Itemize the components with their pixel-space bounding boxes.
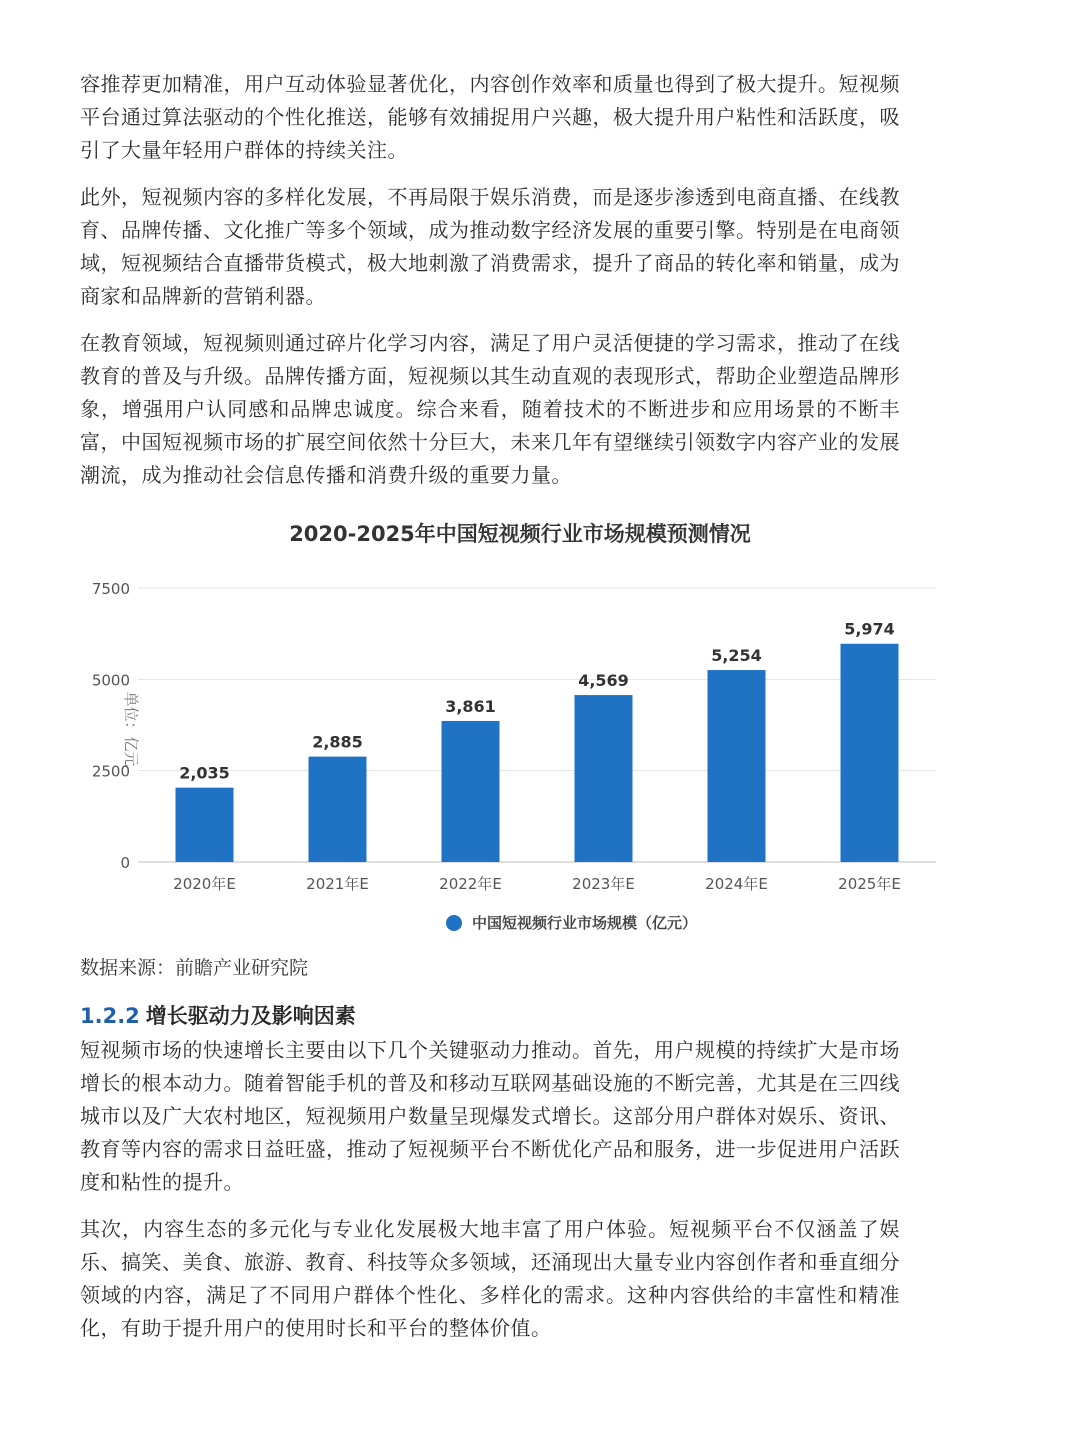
y-tick-label: 0 <box>120 854 130 872</box>
y-axis-label: 单位：亿元 <box>122 691 140 767</box>
legend-label: 中国短视频行业市场规模（亿元） <box>472 914 698 932</box>
y-tick-label: 5000 <box>91 671 130 690</box>
chart-title: 2020-2025年中国短视频行业市场规模预测情况 <box>289 522 751 546</box>
section-number: 1.2.2 <box>80 1004 140 1028</box>
paragraph: 其次，内容生态的多元化与专业化发展极大地丰富了用户体验。短视频平台不仅涵盖了娱乐、搞笑、美食、旅游、教育、科技等众多领域，还涌现出大量专业内容创作者和垂直细分领域的内容，满足了不同用户群体个性化、多样化的需求。这种内容供给的丰富性和精准化，有助于提升用户的使用时长和平台的整体价值。 <box>80 1217 900 1340</box>
x-tick-label: 2025年E <box>838 875 901 893</box>
bar-chart <box>20 508 1020 948</box>
bar <box>575 695 633 862</box>
data-label: 5,974 <box>844 619 895 639</box>
x-tick-label: 2022年E <box>439 875 502 893</box>
bar <box>442 721 500 862</box>
bar <box>176 788 234 862</box>
bar <box>708 670 766 862</box>
paragraph: 此外，短视频内容的多样化发展，不再局限于娱乐消费，而是逐步渗透到电商直播、在线教育、品牌传播、文化推广等多个领域，成为推动数字经济发展的重要引擎。特别是在电商领域，短视频结合直播带货模式，极大地刺激了消费需求，提升了商品的转化率和销量，成为商家和品牌新的营销利器。 <box>80 185 900 308</box>
x-tick-label: 2024年E <box>705 875 768 893</box>
bar <box>309 757 367 862</box>
y-tick-label: 2500 <box>91 762 130 781</box>
paragraph: 短视频市场的快速增长主要由以下几个关键驱动力推动。首先，用户规模的持续扩大是市场增长的根本动力。随着智能手机的普及和移动互联网基础设施的不断完善，尤其是在三四线城市以及广大农村地区，短视频用户数量呈现爆发式增长。这部分用户群体对娱乐、资讯、教育等内容的需求日益旺盛，推动了短视频平台不断优化产品和服务，进一步促进用户活跃度和粘性的提升。 <box>80 1038 900 1194</box>
bar <box>841 644 899 862</box>
chart-svg <box>20 508 1020 948</box>
paragraph: 容推荐更加精准，用户互动体验显著优化，内容创作效率和质量也得到了极大提升。短视频平台通过算法驱动的个性化推送，能够有效捕捉用户兴趣，极大提升用户粘性和活跃度，吸引了大量年轻用户群体的持续关注。 <box>80 72 900 162</box>
x-tick-label: 2020年E <box>173 875 236 893</box>
data-label: 2,885 <box>312 732 363 752</box>
data-label: 4,569 <box>578 671 629 691</box>
y-tick-label: 7500 <box>91 580 130 598</box>
x-tick-label: 2023年E <box>572 875 635 893</box>
x-tick-label: 2021年E <box>306 875 369 893</box>
data-source: 数据来源：前瞻产业研究院 <box>80 957 309 979</box>
data-label: 5,254 <box>711 646 762 666</box>
data-label: 2,035 <box>179 763 230 783</box>
document-page <box>80 68 900 1359</box>
data-label: 3,861 <box>445 696 496 716</box>
paragraph: 在教育领域，短视频则通过碎片化学习内容，满足了用户灵活便捷的学习需求，推动了在线教育的普及与升级。品牌传播方面，短视频以其生动直观的表现形式，帮助企业塑造品牌形象，增强用户认同感和品牌忠诚度。综合来看，随着技术的不断进步和应用场景的不断丰富，中国短视频市场的扩展空间依然十分巨大，未来几年有望继续引领数字内容产业的发展潮流，成为推动社会信息传播和消费升级的重要力量。 <box>80 331 900 487</box>
section-title: 增长驱动力及影响因素 <box>145 1003 356 1028</box>
section-heading <box>80 1000 900 1032</box>
legend-marker <box>446 915 462 931</box>
